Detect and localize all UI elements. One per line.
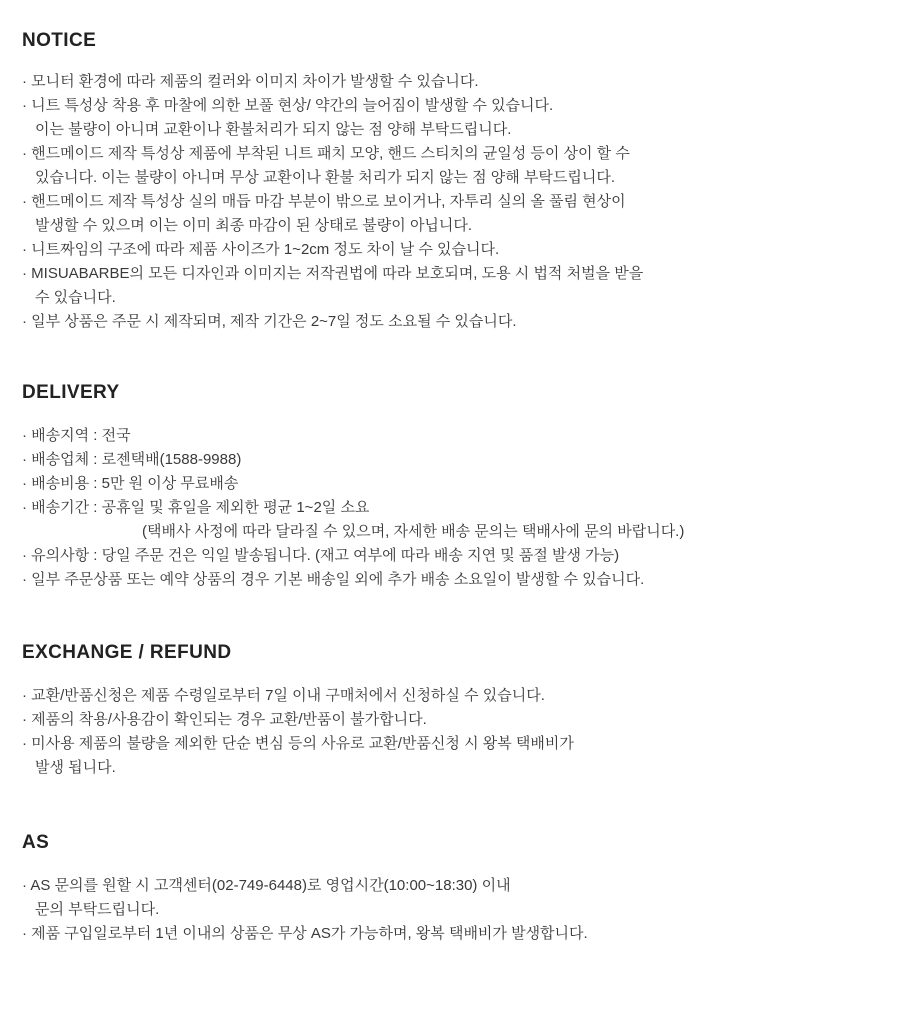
notice-heading: NOTICE [22,30,97,51]
delivery-line: · 배송기간 : 공휴일 및 휴일을 제외한 평균 1~2일 소요 [22,499,370,516]
notice-line-list [22,70,878,334]
notice-line: · 니트짜임의 구조에 따라 제품 사이즈가 1~2cm 정도 차이 날 수 있습니다. [22,241,500,258]
notice-line-continuation: 수 있습니다. [35,289,116,306]
exchange-refund-line-continuation: 발생 됩니다. [35,759,116,776]
delivery-heading: DELIVERY [22,382,120,403]
notice-line: · 니트 특성상 착용 후 마찰에 의한 보풀 현상/ 약간의 늘어짐이 발생할 수 있습니다. [22,97,554,114]
exchange-refund-line: · 교환/반품신청은 제품 수령일로부터 7일 이내 구매처에서 신청하실 수 있습니다. [22,687,545,704]
notice-line: · 핸드메이드 제작 특성상 실의 매듭 마감 부분이 밖으로 보이거나, 자투리 실의 올 풀림 현상이 [22,193,626,210]
notice-line: · 핸드메이드 제작 특성상 제품에 부착된 니트 패치 모양, 핸드 스티치의 균일성 등이 상이 할 수 [22,145,630,162]
delivery-line-list [22,424,878,592]
delivery-section [0,334,900,592]
as-line-continuation: 문의 부탁드립니다. [35,901,160,918]
exchange-refund-heading: EXCHANGE / REFUND [22,642,232,663]
delivery-line-note: (택배사 사정에 따라 달라질 수 있으며, 자세한 배송 문의는 택배사에 문의 바랍니다.) [142,523,685,540]
as-line: · 제품 구입일로부터 1년 이내의 상품은 무상 AS가 가능하며, 왕복 택배비가 발생합니다. [22,925,588,942]
as-line: · AS 문의를 원할 시 고객센터(02-749-6448)로 영업시간(10:00~18:30) 이내 [22,877,511,894]
notice-section [0,0,900,334]
exchange-refund-section [0,592,900,780]
exchange-refund-line-list [22,684,878,780]
notice-line-continuation: 있습니다. 이는 불량이 아니며 무상 교환이나 환불 처리가 되지 않는 점 양해 부탁드립니다. [35,169,615,186]
exchange-refund-line: · 제품의 착용/사용감이 확인되는 경우 교환/반품이 불가합니다. [22,711,427,728]
notice-line: · 모니터 환경에 따라 제품의 컬러와 이미지 차이가 발생할 수 있습니다. [22,73,479,90]
as-heading: AS [22,832,50,853]
exchange-refund-line: · 미사용 제품의 불량을 제외한 단순 변심 등의 사유로 교환/반품신청 시 왕복 택배비가 [22,735,574,752]
delivery-line: · 배송업체 : 로젠택배(1588-9988) [22,451,242,468]
notice-line-continuation: 이는 불량이 아니며 교환이나 환불처리가 되지 않는 점 양해 부탁드립니다. [35,121,512,138]
as-section [0,780,900,946]
as-line-list [22,874,878,946]
delivery-line: · 일부 주문상품 또는 예약 상품의 경우 기본 배송일 외에 추가 배송 소요일이 발생할 수 있습니다. [22,571,645,588]
delivery-line: · 배송지역 : 전국 [22,427,131,444]
delivery-line: · 배송비용 : 5만 원 이상 무료배송 [22,475,239,492]
notice-line: · MISUABARBE의 모든 디자인과 이미지는 저작권법에 따라 보호되며, 도용 시 법적 처벌을 받을 [22,265,644,282]
notice-line-continuation: 발생할 수 있으며 이는 이미 최종 마감이 된 상태로 불량이 아닙니다. [35,217,473,234]
notice-line: · 일부 상품은 주문 시 제작되며, 제작 기간은 2~7일 정도 소요될 수 있습니다. [22,313,517,330]
delivery-line: · 유의사항 : 당일 주문 건은 익일 발송됩니다. (재고 여부에 따라 배송 지연 및 품절 발생 가능) [22,547,620,564]
